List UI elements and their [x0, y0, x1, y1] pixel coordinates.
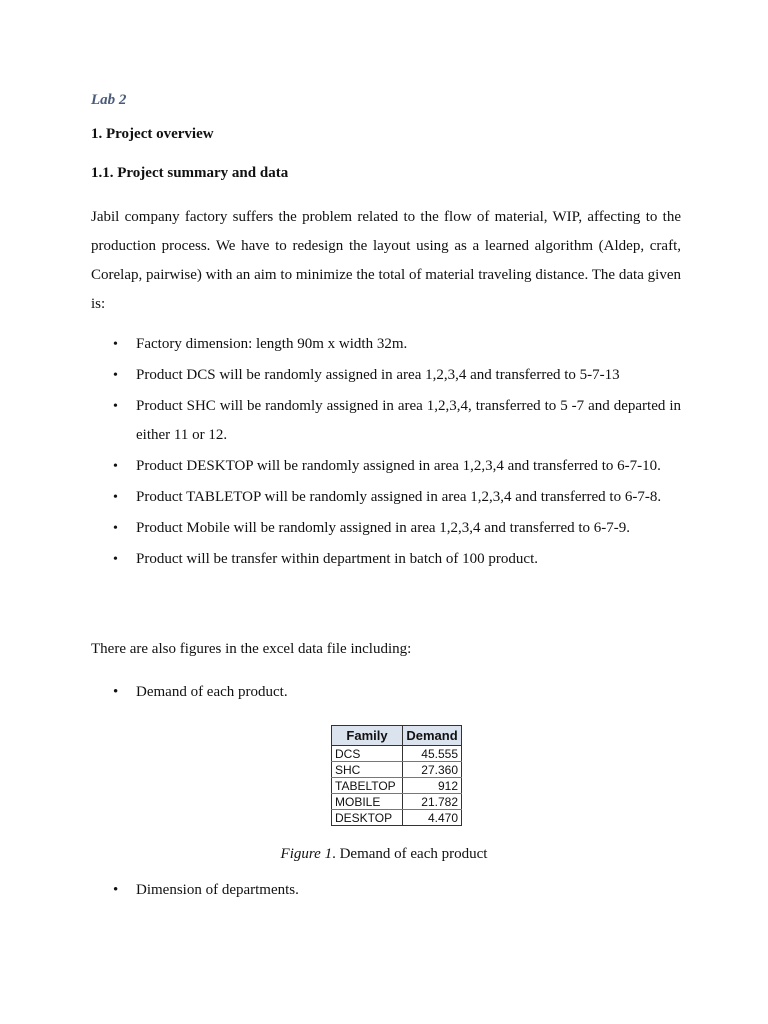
list-item-text: Product SHC will be randomly assigned in area 1,2,3,4, transferred to 5 -7 and departed in either 11 or 12.	[136, 398, 681, 443]
table-row	[332, 762, 462, 778]
figure-caption	[0, 846, 768, 863]
list-item	[91, 330, 681, 359]
excel-paragraph: There are also figures in the excel data file including:	[91, 641, 412, 657]
list-item	[91, 392, 681, 450]
demand-table	[331, 725, 462, 826]
table-cell-family: SHC	[332, 762, 403, 778]
bullet-icon: •	[113, 459, 118, 474]
list-item	[91, 452, 681, 481]
bullet-icon: •	[113, 882, 119, 898]
table-header-row	[332, 726, 462, 746]
figure-caption-label: Figure 1	[280, 846, 333, 862]
bullet-icon: •	[113, 490, 118, 505]
bullet-icon: •	[113, 684, 119, 700]
list-item	[91, 545, 681, 574]
list-item	[91, 361, 681, 390]
table-cell-family: TABELTOP	[332, 778, 403, 794]
list-item-text: Product will be transfer within department in batch of 100 product.	[136, 551, 538, 567]
column-header-demand: Demand	[403, 726, 462, 746]
table-row	[332, 746, 462, 762]
column-header-family: Family	[332, 726, 403, 746]
bullet-icon: •	[113, 552, 118, 567]
list-item-dimension	[91, 879, 681, 901]
table-cell-demand: 912	[403, 778, 462, 794]
table-cell-demand: 45.555	[403, 746, 462, 762]
lab-title: Lab 2	[91, 92, 127, 108]
table-row	[332, 794, 462, 810]
bullet-icon: •	[113, 399, 118, 414]
list-item	[91, 514, 681, 543]
heading-project-overview: 1. Project overview	[91, 126, 214, 142]
intro-paragraph: Jabil company factory suffers the problem related to the flow of material, WIP, affecting to the production process. We have to redesign the layout using as a learned algorithm (Aldep, craft, Corelap, pairwise) with an aim to minimize the total of material traveling distance. The data given is:	[91, 209, 681, 312]
table-cell-family: MOBILE	[332, 794, 403, 810]
table-cell-demand: 27.360	[403, 762, 462, 778]
bullet-icon: •	[113, 368, 118, 383]
table-cell-family: DESKTOP	[332, 810, 403, 826]
table-cell-family: DCS	[332, 746, 403, 762]
table-cell-demand: 21.782	[403, 794, 462, 810]
list-item	[91, 483, 681, 512]
bullet-icon: •	[113, 521, 118, 536]
list-item-text: Product TABLETOP will be randomly assigned in area 1,2,3,4 and transferred to 6-7-8.	[136, 489, 662, 505]
heading-project-summary: 1.1. Project summary and data	[91, 165, 289, 181]
table-row	[332, 810, 462, 826]
list-item-text: Product DCS will be randomly assigned in area 1,2,3,4 and transferred to 5-7-13	[136, 367, 620, 383]
list-item-text: Demand of each product.	[136, 684, 288, 700]
bullet-icon: •	[113, 337, 118, 352]
figure-caption-text: . Demand of each product	[332, 846, 488, 862]
table-row	[332, 778, 462, 794]
list-item-text: Dimension of departments.	[136, 882, 299, 898]
list-item-text: Product DESKTOP will be randomly assigned in area 1,2,3,4 and transferred to 6-7-10.	[136, 458, 661, 474]
list-item-demand	[91, 681, 681, 703]
list-item-text: Factory dimension: length 90m x width 32m.	[136, 336, 408, 352]
table-cell-demand: 4.470	[403, 810, 462, 826]
given-data-list	[91, 330, 681, 576]
list-item-text: Product Mobile will be randomly assigned in area 1,2,3,4 and transferred to 6-7-9.	[136, 520, 631, 536]
